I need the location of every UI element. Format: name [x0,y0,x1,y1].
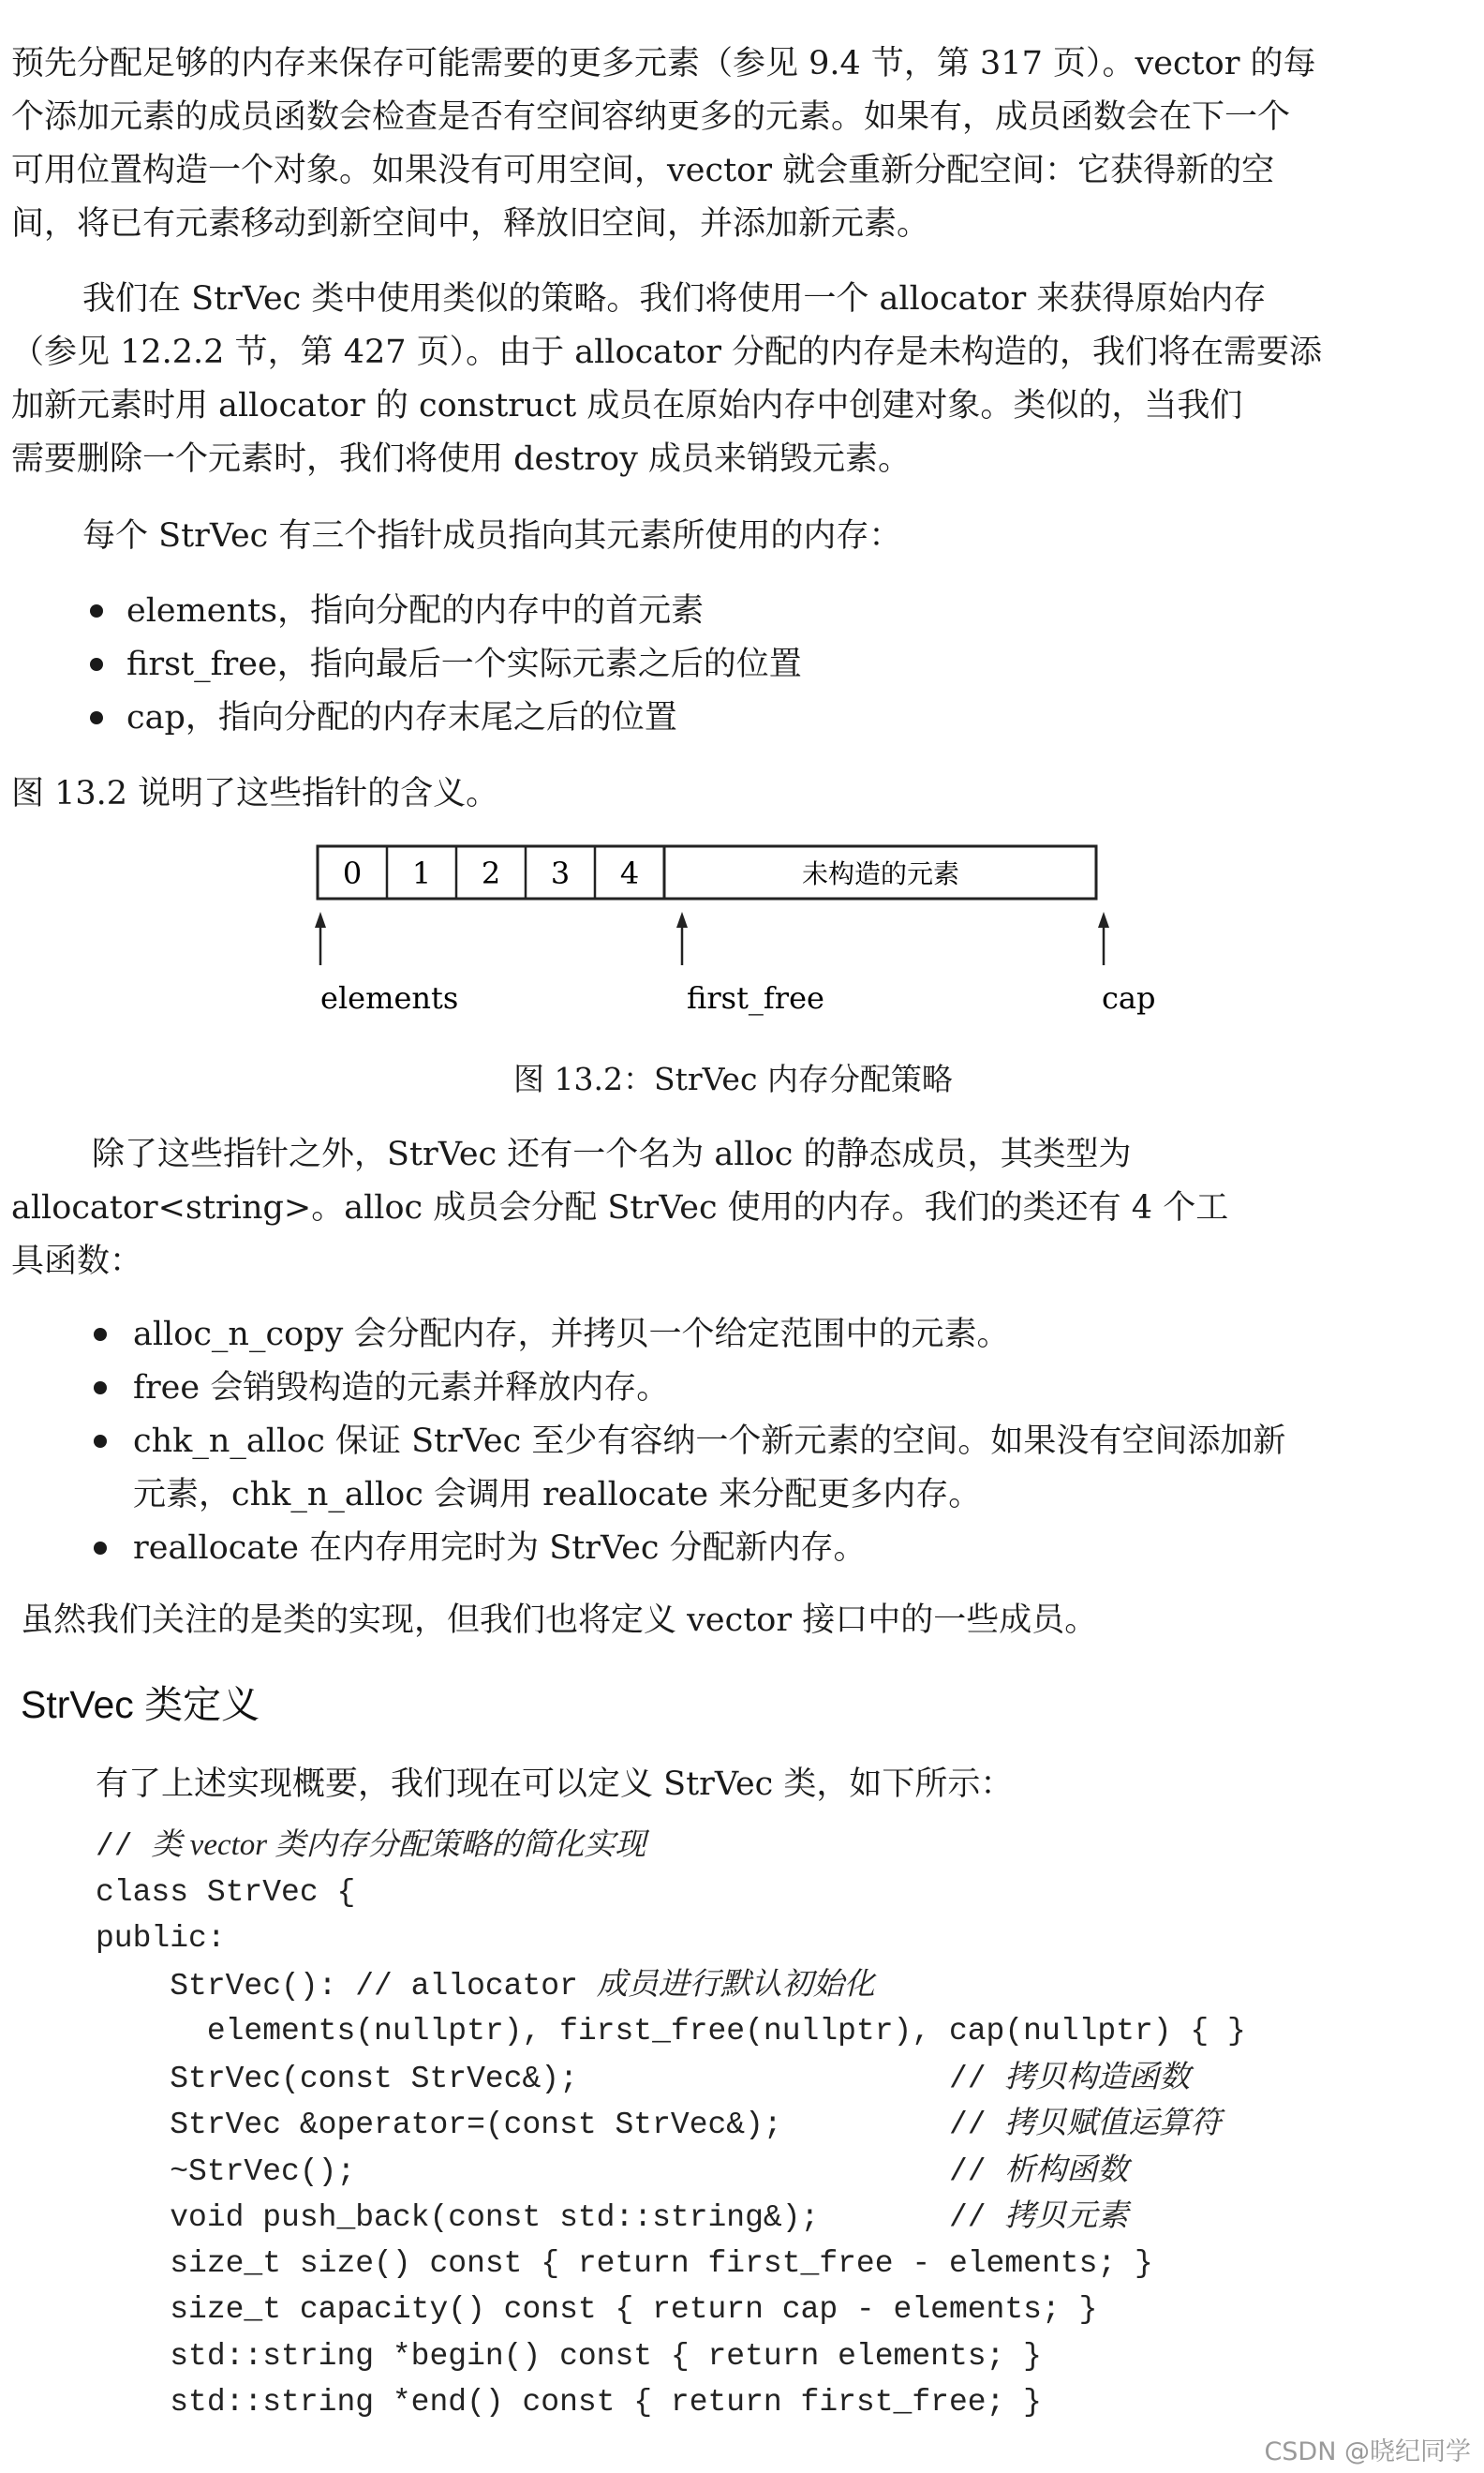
code-line [96,2148,1128,2195]
paragraph-1-line-2: 个添加元素的成员函数会检查是否有空间容纳更多的元素。如果有，成员函数会在下一个 [11,98,1291,136]
code-text: std::string *begin() const { return elements; } [96,2338,1042,2374]
element-cell-4: 4 [619,856,640,891]
code-text: size_t capacity() const { return cap - elements; } [96,2292,1098,2327]
paragraph-1-line-3: 可用位置构造一个对象。如果没有可用空间，vector 就会重新分配空间：它获得新的空 [11,152,1275,189]
util-bullet-reallocate: reallocate 在内存用完时为 StrVec 分配新内存。 [133,1529,867,1567]
bullet-dot [90,658,103,671]
util-bullet-chk-n-alloc-line-1: chk_n_alloc 保证 StrVec 至少有容纳一个新元素的空间。如果没有空间添加新 [133,1423,1286,1460]
element-cell-0: 0 [342,856,363,891]
code-line [96,2287,1097,2332]
section-heading: StrVec 类定义 [21,1683,260,1726]
figure-caption: 图 13.2：StrVec 内存分配策略 [513,1061,953,1097]
code-comment: 拷贝赋值运算符 [1004,2107,1222,2140]
paragraph-3: 每个 StrVec 有三个指针成员指向其元素所使用的内存： [82,517,902,555]
code-text: elements(nullptr), first_free(nullptr), cap(nullptr) { } [96,2014,1246,2048]
code-text: StrVec &operator=(const StrVec&); // [96,2108,1005,2142]
memory-block-outline [318,846,1096,899]
paragraph-2-line-3: 加新元素时用 allocator 的 construct 成员在原始内存中创建对象。类似的，当我们 [11,387,1243,425]
pointer-bullet-cap: cap，指向分配的内存末尾之后的位置 [126,699,677,737]
paragraph-1-line-1: 预先分配足够的内存来保存可能需要的更多元素（参见 9.4 节，第 317 页）。vector 的每 [11,45,1316,82]
paragraph-2-line-4: 需要删除一个元素时，我们将使用 destroy 成员来销毁元素。 [11,440,911,478]
bullet-dot [90,604,103,618]
util-bullet-free: free 会销毁构造的元素并释放内存。 [133,1369,670,1407]
code-comment: 拷贝元素 [1004,2199,1129,2233]
paragraph-2-line-2: （参见 12.2.2 节，第 427 页）。由于 allocator 分配的内存是未构造的，我们将在需要添 [11,334,1323,371]
bullet-dot [94,1328,107,1341]
paragraph-7: 有了上述实现概要，我们现在可以定义 StrVec 类，如下所示： [96,1765,1014,1803]
element-cell-1: 1 [411,856,432,891]
code-line [96,2379,1042,2425]
code-comment: 成员进行默认初始化 [596,1967,875,2002]
paragraph-2-line-1: 我们在 StrVec 类中使用类似的策略。我们将使用一个 allocator 来获得原始内存 [82,280,1267,318]
element-cell-2: 2 [481,856,501,891]
pointer-bullet-elements: elements，指向分配的内存中的首元素 [126,592,705,630]
code-comment: 拷贝构造函数 [1004,2060,1191,2094]
pointer-bullet-first-free: first_free，指向最后一个实际元素之后的位置 [126,646,802,683]
paragraph-5-line-1: 除了这些指针之外，StrVec 还有一个名为 alloc 的静态成员，其类型为 [92,1136,1132,1173]
code-line [96,1915,226,1961]
code-comment: 析构函数 [1004,2153,1129,2187]
code-comment: 类 vector 类内存分配策略的简化实现 [151,1828,646,1862]
util-bullet-alloc-n-copy: alloc_n_copy 会分配内存，并拷贝一个给定范围中的元素。 [133,1316,1010,1353]
bullet-dot [94,1435,107,1448]
watermark: CSDN @晓纪同学 [1264,2437,1471,2466]
cap-arrow-head [1098,912,1109,928]
util-bullet-chk-n-alloc-line-2: 元素，chk_n_alloc 会调用 reallocate 来分配更多内存。 [133,1476,982,1513]
code-line [96,2241,1153,2287]
code-text: // [96,1829,152,1864]
bullet-dot [94,1381,107,1394]
first-free-arrow-head [676,912,688,928]
bullet-dot [90,711,103,724]
paragraph-1-line-4: 间，将已有元素移动到新空间中，释放旧空间，并添加新元素。 [11,205,930,243]
unconstructed-elements-label: 未构造的元素 [801,858,960,889]
code-text: StrVec(const StrVec&); // [96,2061,1005,2096]
code-text: void push_back(const std::string&); // [96,2200,1005,2235]
code-line [96,1962,875,2009]
code-text: StrVec(): // allocator [96,1968,597,2004]
paragraph-6: 虽然我们关注的是类的实现，但我们也将定义 vector 接口中的一些成员。 [21,1601,1098,1639]
code-line [96,2008,1246,2054]
first-free-pointer-label: first_free [687,980,824,1016]
code-line [96,2333,1042,2379]
bullet-dot [94,1542,107,1555]
code-text: size_t size() const { return first_free - elements; } [96,2245,1153,2281]
paragraph-5-line-3: 具函数： [11,1243,143,1280]
code-text: public: [96,1921,226,1956]
element-cell-3: 3 [550,856,571,891]
elements-arrow-head [315,912,326,928]
code-line [96,1870,355,1915]
code-line [96,2101,1221,2148]
memory-layout-figure [0,825,1484,1050]
code-line [96,2194,1128,2241]
paragraph-4: 图 13.2 说明了这些指针的含义。 [11,775,499,812]
code-text: std::string *end() const { return first_free; } [96,2385,1042,2420]
elements-pointer-label: elements [320,980,459,1016]
cap-pointer-label: cap [1102,980,1156,1016]
code-line [96,2055,1190,2102]
code-text: class StrVec { [96,1874,356,1910]
code-line [96,1823,646,1870]
paragraph-5-line-2: allocator<string>。alloc 成员会分配 StrVec 使用的内存。我们的类还有 4 个工 [11,1189,1229,1227]
code-text: ~StrVec(); // [96,2153,1005,2189]
